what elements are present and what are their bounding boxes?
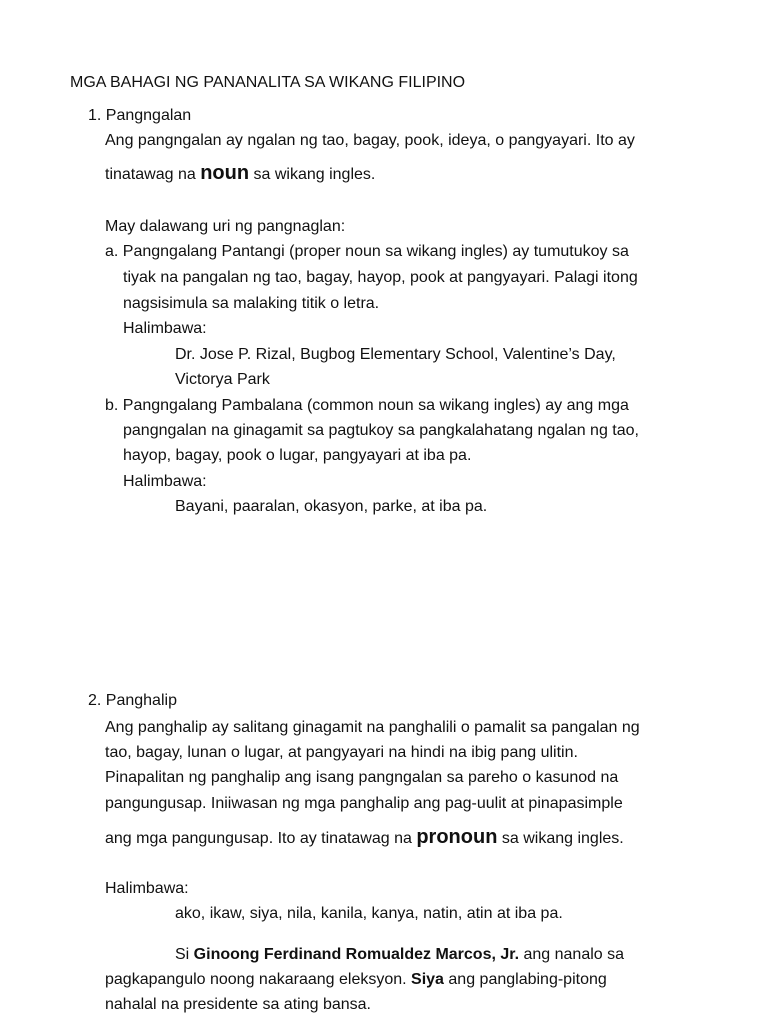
sentence-text: ang panglabing-pitong bbox=[443, 971, 607, 988]
section-2-definition-line: tao, bagay, lunan o lugar, at pangyayari na hindi na ibig pang ulitin. bbox=[105, 744, 578, 761]
section-1-definition-line bbox=[105, 163, 375, 185]
document-title: MGA BAHAGI NG PANANALITA SA WIKANG FILIPINO bbox=[70, 74, 466, 91]
definition-text: ang mga pangungusap. Ito ay tinatawag na bbox=[105, 830, 417, 847]
type-b-example: Bayani, paaralan, okasyon, parke, at iba pa. bbox=[175, 498, 488, 515]
type-b-line: b. Pangngalang Pambalana (common noun sa wikang ingles) ay ang mga bbox=[105, 397, 629, 414]
section-2-example: ako, ikaw, siya, nila, kanila, kanya, natin, atin at iba pa. bbox=[175, 905, 563, 922]
section-2-definition-line: Pinapalitan ng panghalip ang isang pangngalan sa pareho o kasunod na bbox=[105, 769, 619, 786]
section-2-definition-line: pangungusap. Iniiwasan ng mga panghalip ang pag-uulit at pinapasimple bbox=[105, 795, 623, 812]
section-2-definition-line bbox=[105, 827, 624, 849]
section-1-definition-line: Ang pangngalan ay ngalan ng tao, bagay, pook, ideya, o pangyayari. Ito ay bbox=[105, 132, 635, 149]
definition-text: sa wikang ingles. bbox=[497, 830, 624, 847]
pronoun-term: pronoun bbox=[416, 826, 498, 848]
type-a-example-label: Halimbawa: bbox=[123, 320, 207, 337]
definition-text: sa wikang ingles. bbox=[249, 166, 376, 183]
sentence-text: Si bbox=[175, 946, 194, 963]
type-b-line: pangngalan na ginagamit sa pagtukoy sa pangkalahatang ngalan ng tao, bbox=[123, 422, 639, 439]
type-a-example: Victorya Park bbox=[175, 371, 270, 388]
types-intro: May dalawang uri ng pangnaglan: bbox=[105, 218, 346, 235]
sentence-bold-pronoun: Siya bbox=[411, 971, 444, 988]
sentence-text: pagkapangulo noong nakaraang eleksyon. bbox=[105, 971, 412, 988]
section-2-example-label: Halimbawa: bbox=[105, 880, 189, 897]
type-a-line: a. Pangngalang Pantangi (proper noun sa wikang ingles) ay tumutukoy sa bbox=[105, 243, 629, 260]
type-b-example-label: Halimbawa: bbox=[123, 473, 207, 490]
sentence-bold-name: Ginoong Ferdinand Romualdez Marcos, Jr. bbox=[193, 946, 520, 963]
section-1-heading: 1. Pangngalan bbox=[88, 107, 192, 124]
section-2-definition-line: Ang panghalip ay salitang ginagamit na panghalili o pamalit sa pangalan ng bbox=[105, 719, 640, 736]
type-a-line: nagsisimula sa malaking titik o letra. bbox=[123, 295, 380, 312]
sentence-text: ang nanalo sa bbox=[519, 946, 625, 963]
example-sentence-line: nahalal na presidente sa ating bansa. bbox=[105, 996, 371, 1013]
noun-term: noun bbox=[200, 162, 250, 184]
type-a-line: tiyak na pangalan ng tao, bagay, hayop, pook at pangyayari. Palagi itong bbox=[123, 269, 638, 286]
section-2-heading: 2. Panghalip bbox=[88, 692, 177, 709]
type-a-example: Dr. Jose P. Rizal, Bugbog Elementary School, Valentine’s Day, bbox=[175, 346, 616, 363]
example-sentence-line bbox=[175, 945, 624, 965]
definition-text: tinatawag na bbox=[105, 166, 201, 183]
type-b-line: hayop, bagay, pook o lugar, pangyayari at iba pa. bbox=[123, 447, 472, 464]
example-sentence-line bbox=[105, 970, 607, 990]
